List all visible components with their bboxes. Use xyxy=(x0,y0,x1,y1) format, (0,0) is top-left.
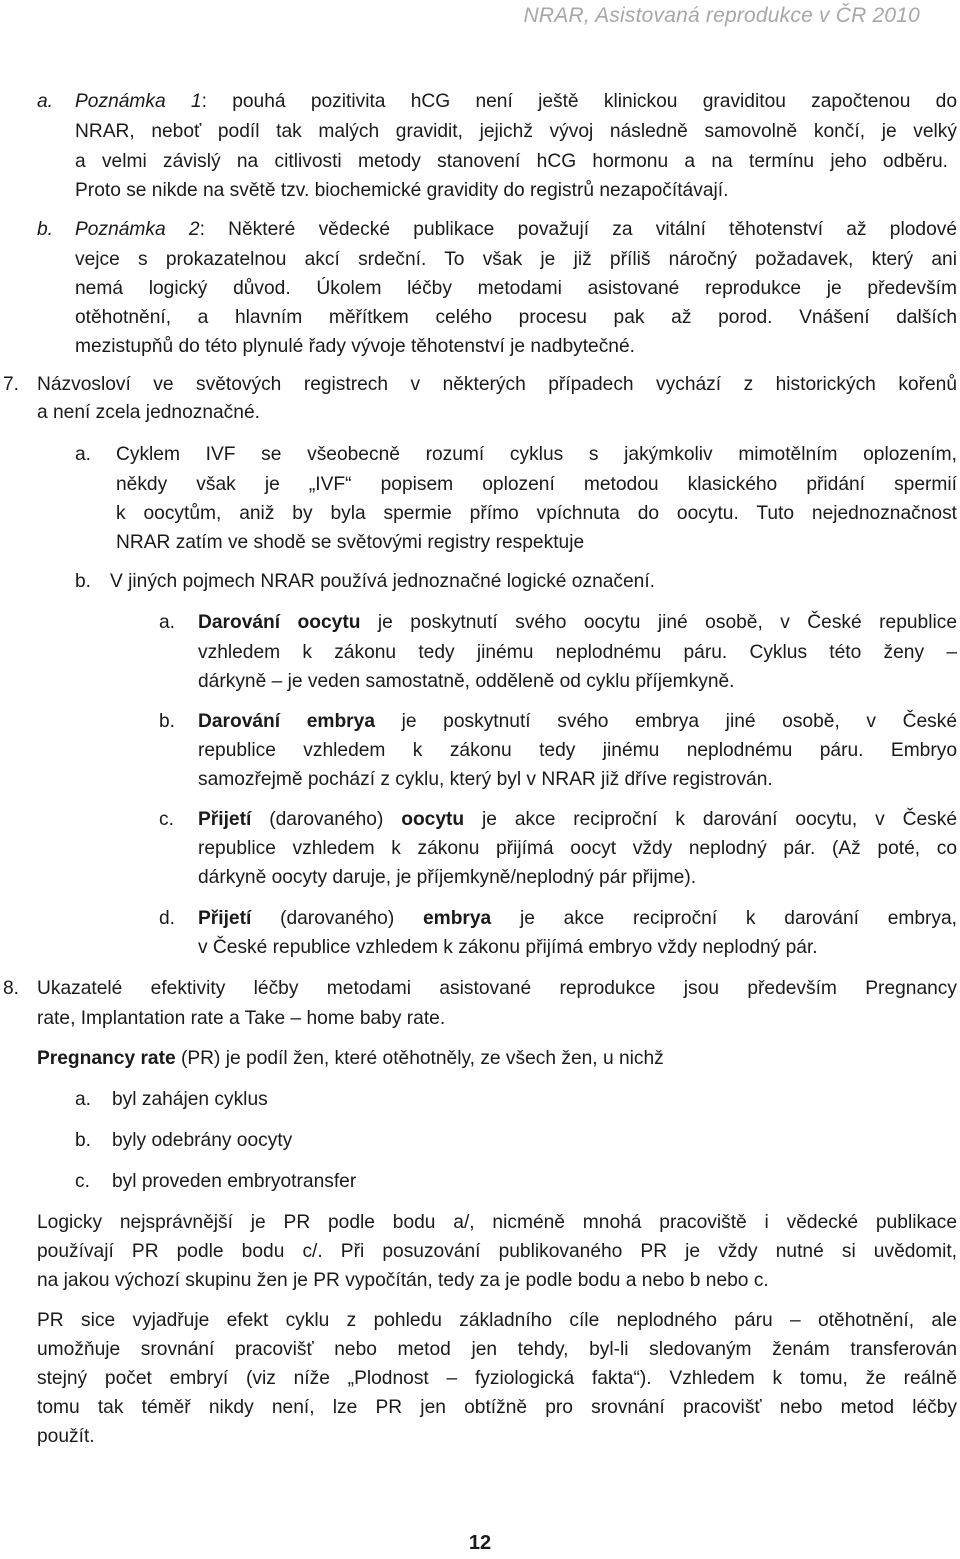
paragraph-1-line-3: na jakou výchozí skupinu žen je PR vypočítán, tedy za je podle bodu a nebo b nebo c. xyxy=(37,1270,769,1291)
sub-a-line-2: vzhledem k zákonu tedy jinému neplodnému páru. Cyklus této ženy – xyxy=(198,642,957,663)
sub-c-text: je akce reciproční k darování oocytu, v České xyxy=(464,809,958,830)
note-b-line-5: mezistupňů do této plynulé řady vývoje těhotenství je nadbytečné. xyxy=(75,336,635,357)
item-7-line-1: Názvosloví ve světových registrech v některých případech vychází z historických kořenů xyxy=(37,374,957,395)
sub-d-line-2: v České republice vzhledem k zákonu přijímá embryo vždy neplodný pár. xyxy=(198,937,818,958)
sub-a-term: Darování oocytu xyxy=(198,612,361,633)
page-number: 12 xyxy=(468,1532,492,1554)
note-b-text: : Některé vědecké publikace považují za vitální těhotenství až plodové xyxy=(199,219,958,240)
sub-a-text: je poskytnutí svého oocytu jiné osobě, v České republice xyxy=(360,612,957,633)
paragraph-2-line-2: umožňuje srovnání pracovišť nebo metod jen tehdy, byl-li sledovaným ženám transferován xyxy=(37,1339,957,1360)
sub-c-line-2: republice vzhledem k zákonu přijímá oocyt vždy neplodný pár. (Až poté, co xyxy=(198,838,957,859)
pregnancy-rate-text: (PR) je podíl žen, které otěhotněly, ze všech žen, u nichž xyxy=(175,1048,664,1069)
item-7-line-2: a není zcela jednoznačné. xyxy=(37,402,260,423)
sub-b-term: Darování embrya xyxy=(198,711,375,732)
sub-b-line-3: samozřejmě pochází z cyklu, který byl v NRAR již dříve registrován. xyxy=(198,769,773,790)
note-b-marker: b. xyxy=(37,219,54,240)
item-8-number: 8. xyxy=(3,978,20,999)
pregnancy-rate-definition xyxy=(37,1044,664,1074)
running-header: NRAR, Asistovaná reprodukce v ČR 2010 xyxy=(523,4,920,27)
paragraph-2-line-5: použít. xyxy=(37,1426,95,1447)
item-7a-marker: a. xyxy=(75,444,92,465)
pregnancy-rate-term: Pregnancy rate xyxy=(37,1048,176,1069)
item-7b-marker: b. xyxy=(75,571,92,592)
sub-d-term-2: embrya xyxy=(422,908,492,929)
sub-b-line-2: republice vzhledem k zákonu tedy jinému neplodnému páru. Embryo xyxy=(198,740,957,761)
sub-c-line-1 xyxy=(198,805,957,835)
paragraph-2-line-4: tomu tak téměř nikdy není, lze PR jen obtížně pro srovnání pracovišť nebo metod léčby xyxy=(37,1397,957,1418)
note-a-text: : pouhá pozitivita hCG není ještě klinickou graviditou započtenou do xyxy=(201,91,957,112)
list-item-b-text: byly odebrány oocyty xyxy=(112,1130,293,1151)
sub-d-line-1 xyxy=(198,904,957,934)
list-item-c-marker: c. xyxy=(75,1171,90,1192)
list-item-a-text: byl zahájen cyklus xyxy=(112,1089,268,1110)
sub-d-text: je akce reciproční k darování embrya, xyxy=(491,908,957,929)
item-7a-line-1: Cyklem IVF se všeobecně rozumí cyklus s jakýmkoliv mimotělním oplozením, xyxy=(116,444,957,465)
sub-b-text: je poskytnutí svého embrya jiné osobě, v České xyxy=(375,711,957,732)
item-8-line-2: rate, Implantation rate a Take – home baby rate. xyxy=(37,1008,446,1029)
note-a-marker: a. xyxy=(37,91,54,112)
paragraph-1-line-2: používají PR podle bodu c/. Při posuzování publikovaného PR je vždy nutné si uvědomit, xyxy=(37,1241,957,1262)
sub-a-line-3: dárkyně – je veden samostatně, odděleně od cyklu příjemkyně. xyxy=(198,671,735,692)
sub-c-term-2: oocytu xyxy=(401,809,465,830)
note-b-line-4: otěhotnění, a hlavním měřítkem celého procesu pak až porod. Vnášení dalších xyxy=(75,307,957,328)
sub-c-marker: c. xyxy=(159,809,174,830)
item-7a-line-2: někdy však je „IVF“ popisem oplození metodou klasického přidání spermií xyxy=(116,474,957,495)
sub-a-line-1 xyxy=(198,608,957,638)
item-7a-line-3: k oocytům, aniž by byla spermie přímo vpíchnuta do oocytu. Tuto nejednoznačnost xyxy=(116,503,957,524)
note-a-line-3: a velmi závislý na citlivosti metody stanovení hCG hormonu a na termínu jeho odběru. xyxy=(75,151,948,172)
note-b-label: Poznámka 2 xyxy=(75,219,200,240)
sub-c-line-3: dárkyně oocyty daruje, je příjemkyně/neplodný pár přijme). xyxy=(198,867,697,888)
paragraph-1-line-1: Logicky nejsprávnější je PR podle bodu a/, nicméně mnohá pracoviště i vědecké publikace xyxy=(37,1212,957,1233)
sub-b-marker: b. xyxy=(159,711,176,732)
note-a-line-1 xyxy=(75,87,957,117)
note-b-line-2: vejce s prokazatelnou akcí srdeční. To však je již příliš náročný požadavek, který ani xyxy=(75,249,957,270)
sub-d-term-1: Přijetí xyxy=(198,908,252,929)
sub-b-line-1 xyxy=(198,707,957,737)
item-8-line-1: Ukazatelé efektivity léčby metodami asistované reprodukce jsou především Pregnancy xyxy=(37,978,957,999)
note-a-label: Poznámka 1 xyxy=(75,91,202,112)
paragraph-2-line-3: stejný počet embryí (viz níže „Plodnost – fyziologická fakta“). Vzhledem k tomu, že reálně xyxy=(37,1368,957,1389)
item-7-number: 7. xyxy=(3,374,20,395)
item-7b-text: V jiných pojmech NRAR používá jednoznačné logické označení. xyxy=(110,571,656,592)
sub-d-mid: (darovaného) xyxy=(251,908,423,929)
sub-a-marker: a. xyxy=(159,612,176,633)
item-7a-line-4: NRAR zatím ve shodě se světovými registry respektuje xyxy=(116,532,585,553)
note-b-line-1 xyxy=(75,215,957,245)
list-item-b-marker: b. xyxy=(75,1130,92,1151)
note-a-line-4: Proto se nikde na světě tzv. biochemické gravidity do registrů nezapočítávají. xyxy=(75,180,729,201)
sub-c-mid: (darovaného) xyxy=(251,809,402,830)
paragraph-2-line-1: PR sice vyjadřuje efekt cyklu z pohledu základního cíle neplodného páru – otěhotnění, ale xyxy=(37,1310,957,1331)
list-item-a-marker: a. xyxy=(75,1089,92,1110)
sub-d-marker: d. xyxy=(159,908,176,929)
note-b-line-3: nemá logický důvod. Úkolem léčby metodami asistované reprodukce je především xyxy=(75,278,957,299)
note-a-line-2: NRAR, neboť podíl tak malých gravidit, jejichž vývoj následně samovolně končí, je velký xyxy=(75,121,957,142)
sub-c-term-1: Přijetí xyxy=(198,809,252,830)
list-item-c-text: byl proveden embryotransfer xyxy=(112,1171,357,1192)
